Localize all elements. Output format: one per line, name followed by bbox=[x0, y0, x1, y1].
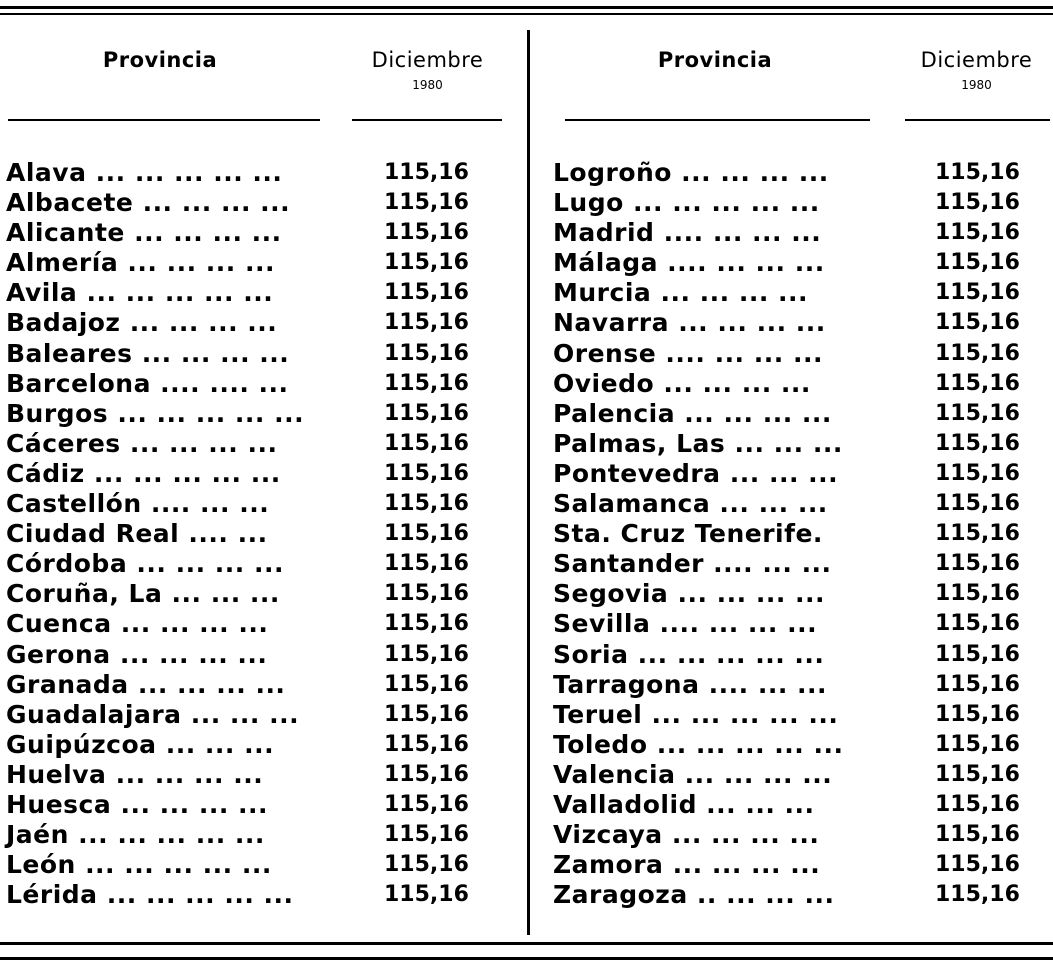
index-value: 115,16 bbox=[935, 340, 1020, 366]
table-row bbox=[6, 820, 516, 850]
province-name: Palencia ... ... ... ... bbox=[553, 398, 832, 428]
right-header-month: Diciembre bbox=[920, 48, 1033, 72]
province-name: Málaga .... ... ... ... bbox=[553, 248, 825, 278]
province-name: Santander .... ... ... bbox=[553, 549, 832, 579]
index-value: 115,16 bbox=[935, 641, 1020, 667]
province-name: Baleares ... ... ... ... bbox=[6, 338, 290, 368]
index-value: 115,16 bbox=[384, 280, 469, 306]
table-row bbox=[6, 489, 516, 519]
province-name: Lérida ... ... ... ... ... bbox=[6, 880, 294, 910]
index-value: 115,16 bbox=[384, 430, 469, 456]
index-value: 115,16 bbox=[384, 340, 469, 366]
province-name: Zamora ... ... ... ... bbox=[553, 850, 821, 880]
table-row bbox=[6, 248, 516, 278]
province-name: Segovia ... ... ... ... bbox=[553, 579, 826, 609]
index-value: 115,16 bbox=[935, 761, 1020, 787]
province-name: Gerona ... ... ... ... bbox=[6, 639, 268, 669]
province-name: Almería ... ... ... ... bbox=[6, 248, 275, 278]
province-name: Toledo ... ... ... ... ... bbox=[553, 729, 844, 759]
index-value: 115,16 bbox=[935, 611, 1020, 637]
province-name: Cáceres ... ... ... ... bbox=[6, 428, 278, 458]
table-row bbox=[6, 760, 516, 790]
province-name: Pontevedra ... ... ... bbox=[553, 458, 839, 488]
table-row bbox=[6, 700, 516, 730]
index-value: 115,16 bbox=[384, 551, 469, 577]
table-row bbox=[6, 790, 516, 820]
province-name: Soria ... ... ... ... ... bbox=[553, 639, 825, 669]
left-value-underline bbox=[352, 119, 502, 121]
table-row bbox=[6, 399, 516, 429]
index-value: 115,16 bbox=[935, 220, 1020, 246]
province-name: Jaén ... ... ... ... ... bbox=[6, 820, 265, 850]
right-header-province: Provincia bbox=[657, 48, 773, 72]
index-value: 115,16 bbox=[935, 731, 1020, 757]
province-name: Logroño ... ... ... ... bbox=[553, 158, 829, 187]
index-value: 115,16 bbox=[384, 250, 469, 276]
top-double-rule-inner bbox=[0, 13, 1053, 15]
index-value: 115,16 bbox=[384, 761, 469, 787]
left-header-month: Diciembre bbox=[371, 48, 484, 72]
index-value: 115,16 bbox=[384, 400, 469, 426]
index-value: 115,16 bbox=[384, 220, 469, 246]
province-name: Huesca ... ... ... ... bbox=[6, 789, 269, 819]
table-row bbox=[553, 579, 1048, 609]
table-row bbox=[553, 519, 1048, 549]
index-value: 115,16 bbox=[384, 882, 469, 908]
table-row bbox=[6, 308, 516, 338]
province-name: Albacete ... ... ... ... bbox=[6, 188, 291, 218]
table-row bbox=[553, 670, 1048, 700]
table-row bbox=[6, 339, 516, 369]
province-name: Castellón .... ... ... bbox=[6, 489, 270, 519]
table-row bbox=[6, 670, 516, 700]
table-row bbox=[6, 158, 516, 188]
table-row bbox=[6, 429, 516, 459]
index-value: 115,16 bbox=[935, 160, 1020, 185]
table-row bbox=[6, 850, 516, 880]
index-value: 115,16 bbox=[935, 671, 1020, 697]
table-row bbox=[553, 489, 1048, 519]
table-row bbox=[6, 218, 516, 248]
table-row bbox=[6, 730, 516, 760]
index-value: 115,16 bbox=[935, 280, 1020, 306]
province-name: Lugo ... ... ... ... ... bbox=[553, 188, 820, 218]
table-row bbox=[553, 248, 1048, 278]
table-row bbox=[553, 429, 1048, 459]
index-value: 115,16 bbox=[935, 370, 1020, 396]
province-name: Alava ... ... ... ... ... bbox=[6, 158, 283, 187]
index-value: 115,16 bbox=[935, 852, 1020, 878]
left-province-underline bbox=[8, 119, 320, 121]
index-value: 115,16 bbox=[384, 460, 469, 486]
bottom-double-rule-inner bbox=[0, 957, 1053, 960]
table-row bbox=[6, 188, 516, 218]
index-value: 115,16 bbox=[384, 701, 469, 727]
index-value: 115,16 bbox=[935, 791, 1020, 817]
index-value: 115,16 bbox=[935, 250, 1020, 276]
province-name: Navarra ... ... ... ... bbox=[553, 308, 826, 338]
index-value: 115,16 bbox=[384, 160, 469, 185]
index-value: 115,16 bbox=[935, 310, 1020, 336]
table-row bbox=[553, 850, 1048, 880]
index-value: 115,16 bbox=[935, 822, 1020, 848]
province-name: Vizcaya ... ... ... ... bbox=[553, 820, 820, 850]
left-header-year: 1980 bbox=[412, 78, 443, 92]
province-name: Tarragona .... ... ... bbox=[553, 669, 828, 699]
table-row bbox=[553, 700, 1048, 730]
province-name: Teruel ... ... ... ... ... bbox=[553, 699, 839, 729]
index-value: 115,16 bbox=[935, 190, 1020, 216]
province-name: Guipúzcoa ... ... ... bbox=[6, 729, 275, 759]
table-row bbox=[6, 369, 516, 399]
province-name: Barcelona .... .... ... bbox=[6, 368, 289, 398]
index-value: 115,16 bbox=[935, 521, 1020, 547]
province-name: Burgos ... ... ... ... ... bbox=[6, 398, 305, 428]
left-header-province: Provincia bbox=[102, 48, 218, 72]
table-row bbox=[6, 880, 516, 910]
index-value: 115,16 bbox=[384, 852, 469, 878]
right-header-year: 1980 bbox=[961, 78, 992, 92]
table-row bbox=[553, 880, 1048, 910]
province-name: Sevilla .... ... ... ... bbox=[553, 609, 818, 639]
province-name: Valencia ... ... ... ... bbox=[553, 759, 833, 789]
index-value: 115,16 bbox=[935, 882, 1020, 908]
table-row bbox=[553, 730, 1048, 760]
table-row bbox=[553, 158, 1048, 188]
table-row bbox=[553, 640, 1048, 670]
province-name: Madrid .... ... ... ... bbox=[553, 218, 822, 248]
province-name: Coruña, La ... ... ... bbox=[6, 579, 280, 609]
table-row bbox=[6, 278, 516, 308]
index-value: 115,16 bbox=[384, 581, 469, 607]
index-value: 115,16 bbox=[384, 310, 469, 336]
index-value: 115,16 bbox=[384, 731, 469, 757]
index-value: 115,16 bbox=[384, 370, 469, 396]
table-row bbox=[553, 760, 1048, 790]
index-value: 115,16 bbox=[935, 430, 1020, 456]
table-row bbox=[553, 278, 1048, 308]
top-double-rule-outer bbox=[0, 6, 1053, 9]
table-row bbox=[553, 188, 1048, 218]
left-province-list bbox=[6, 158, 516, 910]
table-row bbox=[553, 459, 1048, 489]
province-name: Murcia ... ... ... ... bbox=[553, 278, 809, 308]
province-name: Orense .... ... ... ... bbox=[553, 338, 823, 368]
table-row bbox=[6, 579, 516, 609]
province-name: Zaragoza .. ... ... ... bbox=[553, 880, 835, 910]
right-value-underline bbox=[905, 119, 1050, 121]
province-name: León ... ... ... ... ... bbox=[6, 850, 272, 880]
table-row bbox=[553, 308, 1048, 338]
index-value: 115,16 bbox=[384, 521, 469, 547]
table-row bbox=[6, 609, 516, 639]
province-name: Sta. Cruz Tenerife. bbox=[553, 519, 823, 549]
province-name: Alicante ... ... ... ... bbox=[6, 218, 282, 248]
table-row bbox=[553, 609, 1048, 639]
province-name: Cuenca ... ... ... ... bbox=[6, 609, 269, 639]
index-value: 115,16 bbox=[384, 822, 469, 848]
index-value: 115,16 bbox=[384, 491, 469, 517]
index-value: 115,16 bbox=[384, 190, 469, 216]
table-row bbox=[553, 549, 1048, 579]
table-row bbox=[553, 218, 1048, 248]
index-value: 115,16 bbox=[935, 400, 1020, 426]
index-value: 115,16 bbox=[935, 581, 1020, 607]
table-row bbox=[553, 820, 1048, 850]
province-name: Badajoz ... ... ... ... bbox=[6, 308, 278, 338]
table-row bbox=[6, 459, 516, 489]
province-name: Palmas, Las ... ... ... bbox=[553, 428, 843, 458]
right-province-underline bbox=[565, 119, 870, 121]
table-row bbox=[553, 790, 1048, 820]
index-value: 115,16 bbox=[935, 701, 1020, 727]
index-value: 115,16 bbox=[384, 791, 469, 817]
table-row bbox=[553, 339, 1048, 369]
province-name: Oviedo ... ... ... ... bbox=[553, 368, 811, 398]
province-name: Ciudad Real .... ... bbox=[6, 519, 268, 549]
table-row bbox=[6, 549, 516, 579]
province-name: Avila ... ... ... ... ... bbox=[6, 278, 274, 308]
table-row bbox=[553, 399, 1048, 429]
province-name: Guadalajara ... ... ... bbox=[6, 699, 300, 729]
province-name: Córdoba ... ... ... ... bbox=[6, 549, 284, 579]
province-name: Valladolid ... ... ... bbox=[553, 789, 815, 819]
table-row bbox=[6, 640, 516, 670]
province-name: Granada ... ... ... ... bbox=[6, 669, 286, 699]
index-value: 115,16 bbox=[384, 641, 469, 667]
index-value: 115,16 bbox=[935, 460, 1020, 486]
index-value: 115,16 bbox=[935, 551, 1020, 577]
province-name: Salamanca ... ... ... bbox=[553, 489, 828, 519]
table-row bbox=[6, 519, 516, 549]
index-value: 115,16 bbox=[384, 671, 469, 697]
index-value: 115,16 bbox=[935, 491, 1020, 517]
province-name: Huelva ... ... ... ... bbox=[6, 759, 264, 789]
province-name: Cádiz ... ... ... ... ... bbox=[6, 458, 281, 488]
bottom-double-rule-outer bbox=[0, 942, 1053, 945]
right-province-list bbox=[553, 158, 1048, 910]
column-divider bbox=[527, 30, 530, 935]
table-row bbox=[553, 369, 1048, 399]
index-value: 115,16 bbox=[384, 611, 469, 637]
